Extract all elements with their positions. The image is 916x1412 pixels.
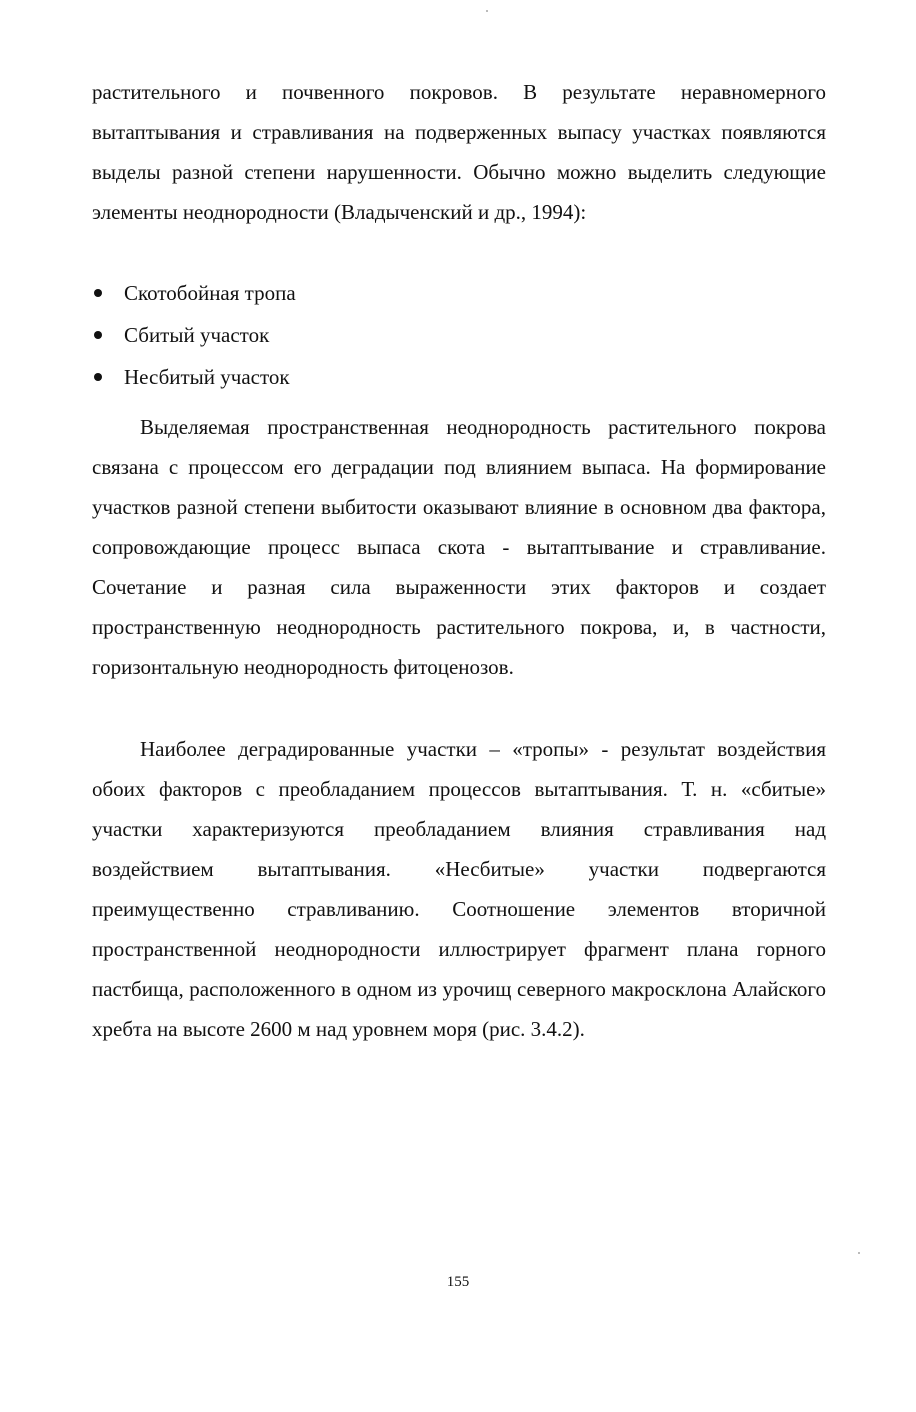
- bullet-list: [92, 272, 826, 398]
- paragraph-2: Выделяемая пространственная неоднородность растительного покрова связана с процессом его деградации под влиянием выпаса. На формирование участков разной степени выбитости оказывают влияние в основном два фактора, сопровождающие процесс выпаса скота - вытаптывание и стравливание. Сочетание и разная сила выраженности этих факторов и создает пространственную неоднородность растительного покрова, и, в частности, горизонтальную неоднородность фитоценозов.: [92, 415, 826, 679]
- intro-paragraph: растительного и почвенного покровов. В результате неравномерного вытаптывания и стравливания на подверженных выпасу участках появляются выделы разной степени нарушенности. Обычно можно выделить следующие элементы неоднородности (Владыченский и др., 1994):: [92, 80, 826, 224]
- list-item: [92, 272, 826, 314]
- list-item-text: Скотобойная тропа: [124, 281, 296, 305]
- list-item: [92, 356, 826, 398]
- paragraph-3: Наиболее деградированные участки – «тропы» - результат воздействия обоих факторов с преобладанием процессов вытаптывания. Т. н. «сбитые» участки характеризуются преобладанием влияния стравливания над воздействием вытаптывания. «Несбитые» участки подвергаются преимущественно стравливанию. Соотношение элементов вторичной пространственной неоднородности иллюстрирует фрагмент плана горного пастбища, расположенного в одном из урочищ северного макросклона Алайского хребта на высоте 2600 м над уровнем моря (рис. 3.4.2).: [92, 737, 826, 1041]
- list-item: [92, 314, 826, 356]
- paragraph-2-block: [92, 407, 826, 687]
- scan-speck: [858, 1252, 860, 1254]
- bullet-icon: [94, 331, 102, 339]
- paragraph-3-block: [92, 729, 826, 1049]
- intro-text-block: [92, 72, 826, 232]
- scan-speck: [486, 10, 488, 12]
- list-item-text: Несбитый участок: [124, 365, 290, 389]
- bullet-icon: [94, 289, 102, 297]
- bullet-icon: [94, 373, 102, 381]
- page-number: 155: [446, 1274, 470, 1290]
- list-item-text: Сбитый участок: [124, 323, 270, 347]
